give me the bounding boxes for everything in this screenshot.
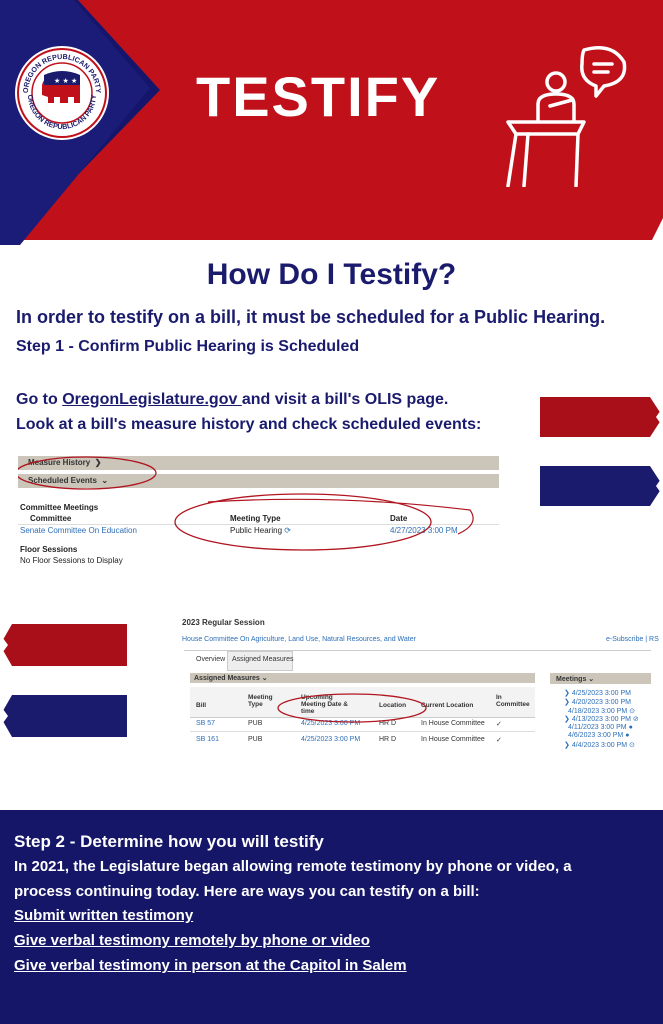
session-label: 2023 Regular Session [182, 618, 265, 627]
col-date: Date [390, 514, 408, 523]
row2-type: PUB [248, 736, 263, 743]
th-bill: Bill [196, 702, 207, 709]
floor-sessions-label: Floor Sessions [20, 545, 78, 554]
svg-text:OREGON REPUBLICAN PARTY: OREGON REPUBLICAN PARTY [20, 51, 104, 94]
tab-assigned-measures[interactable]: Assigned Measures [232, 656, 294, 663]
remote-testimony-link[interactable]: Give verbal testimony remotely by phone or video [14, 932, 370, 949]
goto-suffix: and visit a bill's OLIS page. [241, 391, 449, 408]
look-text: Look at a bill's measure history and check scheduled events: [16, 416, 482, 433]
svg-text:OREGON REPUBLICAN PARTY: OREGON REPUBLICAN PARTY [25, 94, 99, 132]
committee-link[interactable]: Senate Committee On Education [20, 526, 137, 535]
meeting-4[interactable]: ❯ 4/13/2023 3:00 PM ⊘ [564, 716, 639, 723]
olis-committee-screenshot [180, 612, 659, 752]
meeting-type-value: Public Hearing ⟳ [230, 526, 291, 535]
podium-speaker-icon [500, 42, 630, 187]
row2-current: In House Committee [421, 736, 485, 743]
step2-body-line1: In 2021, the Legislature began allowing remote testimony by phone or video, a [14, 858, 572, 875]
navy-arrow-tab-right [540, 464, 663, 508]
measure-history-bar[interactable]: Measure History ❯ [18, 456, 499, 470]
th-meeting-type: Meeting Type [248, 694, 273, 708]
written-testimony-link[interactable]: Submit written testimony [14, 907, 194, 924]
page-title: TESTIFY [196, 65, 441, 128]
oregon-republican-party-logo [14, 45, 110, 141]
row1-bill[interactable]: SB 57 [196, 720, 216, 727]
in-person-testimony-link[interactable]: Give verbal testimony in person at the Capitol in Salem [14, 957, 407, 974]
meeting-5[interactable]: 4/11/2023 3:00 PM ● [568, 724, 633, 731]
th-upcoming-meeting: Upcoming Meeting Date & time [301, 694, 348, 715]
row1-type: PUB [248, 720, 263, 727]
red-arrow-tab-left [0, 622, 127, 668]
step2-heading: Step 2 - Determine how you will testify [14, 832, 324, 851]
scheduled-events-bar[interactable]: Scheduled Events ⌄ [18, 474, 499, 488]
meeting-1[interactable]: ❯ 4/25/2023 3:00 PM [564, 690, 631, 697]
date-link[interactable]: 4/27/2023 3:00 PM [390, 526, 458, 535]
row2-location: HR D [379, 736, 397, 743]
intro-text: In order to testify on a bill, it must be scheduled for a Public Hearing. [16, 307, 606, 327]
committee-name-link[interactable]: House Committee On Agriculture, Land Use, Natural Resources, and Water [182, 636, 416, 643]
oregon-legislature-link[interactable]: OregonLegislature.gov [62, 391, 242, 408]
th-current-location: Current Location [421, 702, 474, 709]
section-heading: How Do I Testify? [206, 258, 457, 291]
goto-prefix: Go to [16, 391, 63, 408]
col-meeting-type: Meeting Type [230, 514, 281, 523]
red-arrow-tab-right [540, 395, 663, 439]
no-floor-sessions: No Floor Sessions to Display [20, 556, 123, 565]
step2-body-line2: process continuing today. Here are ways you can testify on a bill: [14, 883, 480, 900]
row2-bill[interactable]: SB 161 [196, 736, 219, 743]
assigned-measures-bar[interactable]: Assigned Measures ⌄ [194, 675, 268, 682]
e-subscribe-link[interactable]: e-Subscribe | RS [606, 636, 659, 643]
committee-meetings-label: Committee Meetings [20, 503, 99, 512]
meetings-bar[interactable]: Meetings ⌄ [556, 676, 595, 683]
meeting-7[interactable]: ❯ 4/4/2023 3:00 PM ⊙ [564, 742, 635, 749]
meeting-6[interactable]: 4/6/2023 3:00 PM ● [568, 732, 630, 739]
tab-overview[interactable]: Overview [196, 656, 226, 663]
step1-heading: Step 1 - Confirm Public Hearing is Scheduled [16, 338, 360, 355]
th-in-committee: In Committee [496, 694, 530, 708]
meeting-2[interactable]: ❯ 4/20/2023 3:00 PM [564, 699, 631, 706]
olis-measure-history-screenshot [18, 454, 499, 572]
row1-in-committee: ✓ [496, 721, 502, 728]
th-location: Location [379, 702, 407, 709]
annotation-circle-2 [180, 612, 651, 752]
row1-location: HR D [379, 720, 397, 727]
svg-text:★ ★ ★: ★ ★ ★ [54, 77, 78, 85]
row1-current: In House Committee [421, 720, 485, 727]
row2-date[interactable]: 4/25/2023 3:00 PM [301, 736, 361, 743]
col-committee: Committee [30, 514, 72, 523]
navy-arrow-tab-left [0, 693, 127, 739]
row2-in-committee: ✓ [496, 737, 502, 744]
goto-text [16, 391, 448, 409]
meeting-3[interactable]: 4/18/2023 3:00 PM ⊙ [568, 708, 635, 715]
annotation-circles [18, 454, 499, 572]
row1-date[interactable]: 4/25/2023 3:00 PM [301, 720, 361, 727]
